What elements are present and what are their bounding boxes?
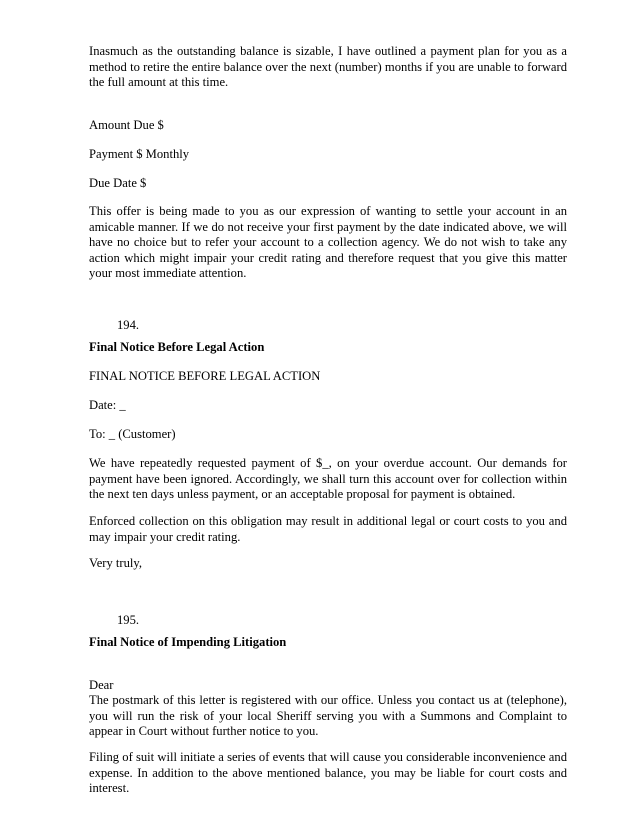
salutation-line: Dear [89,678,114,692]
amount-due-line: Amount Due $ [89,118,164,132]
date-line: Date: _ [89,398,126,412]
text-line: you will run the risk of your local Sheriff serving you with a Summons and Complaint to [89,708,567,723]
text-line: expense. In addition to the above mentioned balance, you may be liable for court costs and [89,765,567,780]
section-number-195: 195. [117,613,140,627]
text-line: the next ten days unless payment, or an acceptable proposal for payment is obtained. [89,487,516,502]
text-line: the full amount at this time. [89,75,229,90]
document-page [89,0,567,826]
filing-of-suit-paragraph [89,750,567,797]
text-line: amicable manner. If we do not receive your first payment by the date indicated above, we will [89,219,567,234]
section-number-194: 194. [117,318,140,332]
closing-line: Very truly, [89,556,143,570]
text-line: The postmark of this letter is registered with our office. Unless you contact us at (telephone), [89,693,567,707]
text-line: interest. [89,781,130,796]
to-line: To: _ (Customer) [89,427,176,441]
payment-monthly-line: Payment $ Monthly [89,147,190,161]
text-line: appear in Court without further notice to you. [89,724,319,739]
text-line: method to retire the entire balance over the next (number) months if you are unable to forward [89,59,567,74]
enforced-collection-paragraph [89,514,567,545]
text-line: Inasmuch as the outstanding balance is sizable, I have outlined a payment plan for you as a [89,44,567,58]
notice-title-line: FINAL NOTICE BEFORE LEGAL ACTION [89,369,321,383]
text-line: action which might impair your credit rating and therefore request that you give this matter [89,250,567,265]
text-line: your most immediate attention. [89,266,247,281]
offer-paragraph [89,204,567,282]
text-line: Filing of suit will initiate a series of events that will cause you considerable inconvenience and [89,750,567,764]
postmark-paragraph [89,693,567,740]
section-heading-194: Final Notice Before Legal Action [89,340,265,354]
text-line: may impair your credit rating. [89,529,241,544]
section-heading-195: Final Notice of Impending Litigation [89,635,287,649]
text-line: We have repeatedly requested payment of $_, on your overdue account. Our demands for [89,456,567,470]
due-date-line: Due Date $ [89,176,147,190]
payment-plan-paragraph [89,44,567,91]
text-line: This offer is being made to you as our expression of wanting to settle your account in an [89,204,567,218]
text-line: have no choice but to refer your account to a collection agency. We do not wish to take any [89,235,567,250]
repeated-requests-paragraph [89,456,567,503]
text-line: Enforced collection on this obligation may result in additional legal or court costs to you and [89,514,567,528]
text-line: payment have been ignored. Accordingly, we shall turn this account over for collection within [89,471,567,486]
